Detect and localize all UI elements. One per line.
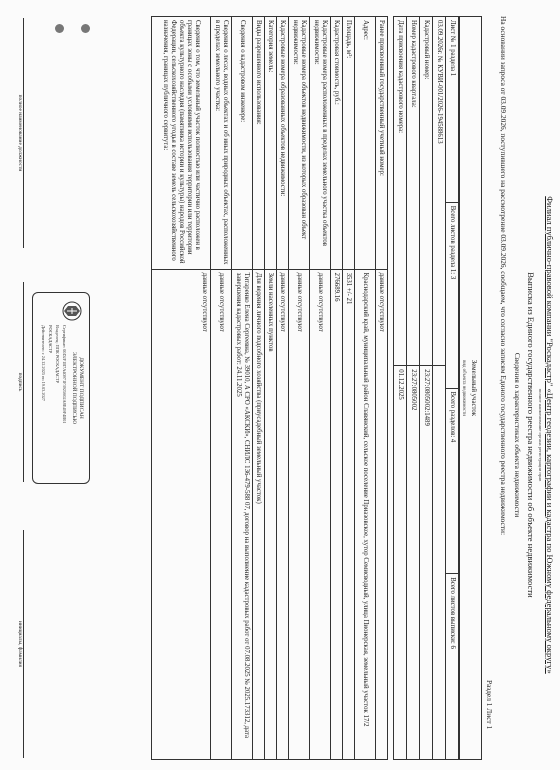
cadastral-quarter-label: Номер кадастрового квартала:	[407, 17, 420, 366]
assignment-date-value: 01.12.2025	[394, 366, 407, 760]
table-row-value: Для ведения личного подсобного хозяйства (приусадебный земельный участок)	[253, 269, 265, 759]
table-row-value: Земли населенных пунктов	[265, 269, 277, 759]
table-row-label: Кадастровые номера объектов недвижимости, из которых образован объект недвижимости:	[289, 17, 310, 270]
table-row-value: Краснодарский край, муниципальный район Славянский, сельское поселение Приазовское, хутор Семисводный, улица Пионерская, земельный участок 17/2	[355, 269, 376, 759]
table-row-label: Площадь, м²:	[343, 17, 355, 270]
request-number: 03.09.2026г. № КУВИ-001/2026-194588613	[433, 17, 446, 366]
table-row-label: Сведения о том, что земельный участок полностью или частично расположен в границах зоны с особыми условиями использования территории или территории объекта культурного наследия (памятника истории и культуры) народов Российской Федерации, сельскохозяйственного угодья в составе земель сельскохозяйственного назначения, границах публичного сервитута:	[152, 17, 211, 270]
table-row-label: Ранее присвоенный государственный учетный номер:	[376, 17, 388, 270]
table-row-label: Виды разрешенного использования:	[253, 17, 265, 270]
footer-position-caption: полное наименование должности	[17, 18, 24, 248]
cadastral-quarter-value: 23:27:0805002	[407, 366, 420, 760]
stamp-validity: Действителен: с 24.12.2025 по 19.03.2027	[41, 325, 46, 401]
org-header: Филиал публично-правовой компании "Роскадастр" «Центр геодезии, картографии и кадастра по Южному федеральному округу»	[545, 196, 555, 674]
stamp-title: ДОКУМЕНТ ПОДПИСАН	[78, 357, 84, 419]
stamp-org: РОСКАДАСТР	[48, 325, 53, 354]
footer-name-caption: инициалы, фамилия	[17, 530, 24, 758]
total-sheets-extract: Всего листов выписки: 6	[446, 574, 459, 760]
org-caption: полное наименование органа регистрации прав	[538, 388, 543, 482]
total-sheets-section: Всего листов раздела 1: 3	[446, 202, 459, 388]
request-number-value	[433, 366, 446, 760]
table-row-label: Категория земель:	[265, 17, 277, 270]
stamp-owner: Владелец: ППК РОСКАДАСТР	[55, 325, 60, 383]
table-row-value: Титаренко Елена Сергеевна, № 39010, А СРО «АКСКИ», СНИЛС 136-479-588 07, договор на выполнение кадастровых работ от 07.08.2025 № 2025.173312, дата завершения кадастровых работ: 24.11.2025	[232, 269, 253, 759]
table-row-label: Кадастровая стоимость, руб.:	[331, 17, 343, 270]
cadastral-number-value: 23:27:0805002:1489	[420, 366, 433, 760]
sheet-info-row	[445, 16, 459, 760]
document-title: Выписка из Единого государственного реестра недвижимости об объекте недвижимости	[526, 272, 536, 598]
table-row-value: данные отсутствуют	[211, 269, 232, 759]
object-type-caption: вид объекта недвижимости	[460, 17, 468, 760]
table-row-value: 276689.16	[331, 269, 343, 759]
assignment-date-label: Дата присвоения кадастрового номера:	[394, 17, 407, 366]
table-row-label: Кадастровые номера образованных объектов недвижимости:	[277, 17, 289, 270]
electronic-signature-stamp	[32, 292, 90, 484]
stamp-certificate: Сертификат: 00D2F1B7A40971F3925602A8E49F4B01	[62, 325, 67, 424]
table-row-value: данные отсутствуют	[376, 269, 388, 759]
object-type: Земельный участок	[467, 17, 482, 760]
characteristics-table	[151, 16, 388, 760]
sheet-number: Лист № 1 раздела 1	[446, 17, 459, 203]
table-row-value: данные отсутствуют	[310, 269, 331, 759]
table-row-label: Сведения о лесах, водных объектах и об иных природных объектах, расположенных в пределах земельного участка:	[211, 17, 232, 270]
object-type-table	[459, 16, 482, 760]
id-table	[393, 16, 446, 760]
table-row-label: Кадастровые номера расположенных в пределах земельного участка объектов недвижимости:	[310, 17, 331, 270]
table-row-label: Сведения о кадастровом инженере:	[232, 17, 253, 270]
table-row-label: Адрес:	[355, 17, 376, 270]
section-label: Раздел 1 Лист 1	[485, 680, 494, 730]
punch-hole	[81, 24, 90, 33]
total-sections: Всего разделов: 4	[446, 388, 459, 574]
punch-hole	[55, 24, 64, 33]
intro-text: На основании запроса от 03.09.2026, поступившего на рассмотрение 03.09.2026, сообщаем, что согласно записям Единого государственного реестра недвижимости:	[499, 16, 508, 536]
table-row-value: данные отсутствуют	[289, 269, 310, 759]
table-row-value: данные отсутствуют	[277, 269, 289, 759]
document-subtitle: Сведения о характеристиках объекта недвижимости	[513, 352, 522, 518]
footer-signature-caption: подпись	[17, 282, 24, 482]
table-row-value: данные отсутствуют	[152, 269, 211, 759]
cadastral-number-label: Кадастровый номер:	[420, 17, 433, 366]
stamp-subtitle: ЭЛЕКТРОННОЙ ПОДПИСЬЮ	[71, 351, 77, 425]
table-row-value: 3531 +/- 21	[343, 269, 355, 759]
